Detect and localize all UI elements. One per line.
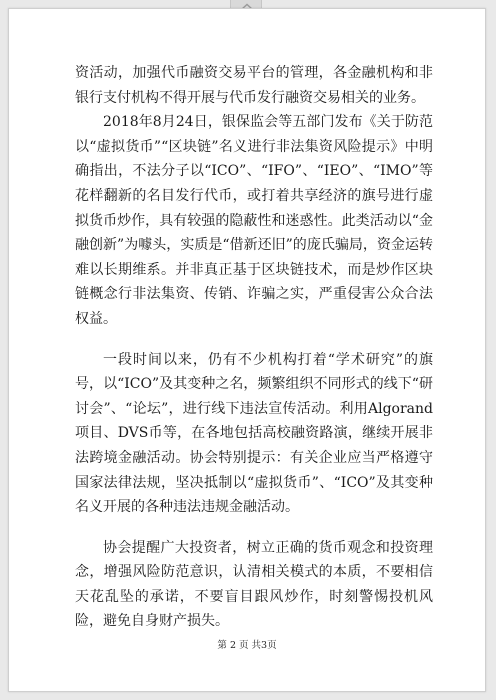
paragraph: 一段时间以来，仍有不少机构打着“学术研究”的旗号，以“ICO”及其变种之名，频繁组织不同形式的线下“研讨会”、“论坛”，进行线下违法宣传活动。利用Algorand项目、DVS币等，在各地包括高校融资路演，继续开展非法跨境金融活动。协会特别提示：有关企业应当严格遵守国家法律法规，坚决抵制以“虚拟货币”、“ICO”及其变种名义开展的各种违法违规金融活动。 [75, 351, 433, 516]
paragraph: 2018年8月24日，银保监会等五部门发布《关于防范以“虚拟货币”“区块链”名义进行非法集资风险提示》中明确指出，不法分子以“ICO”、“IFO”、“IEO”、“IMO”等花样翻新的名目发行代币，或打着共享经济的旗号进行虚拟货币炒作，具有较强的隐蔽性和迷惑性。此类活动以“金融创新”为噱头，实质是“借新还旧”的庞氏骗局，资金运转难以长期维系。并非真正基于区块链技术，而是炒作区块链概念行非法集资、传销、诈骗之实，严重侵害公众合法权益。 [75, 114, 433, 327]
page-content [75, 61, 433, 634]
paragraph: 协会提醒广大投资者，树立正确的货币观念和投资理念，增强风险防范意识，认清相关模式的本质，不要相信天花乱坠的承诺，不要盲目跟风炒作，时刻警惕投机风险，避免自身财产损失。 [75, 539, 433, 630]
document-page [8, 8, 486, 692]
page-number-footer: 第 2 页 共3页 [217, 640, 277, 651]
paragraph: 资活动，加强代币融资交易平台的管理，各金融机构和非银行支付机构不得开展与代币发行融资交易相关的业务。 [75, 65, 433, 106]
